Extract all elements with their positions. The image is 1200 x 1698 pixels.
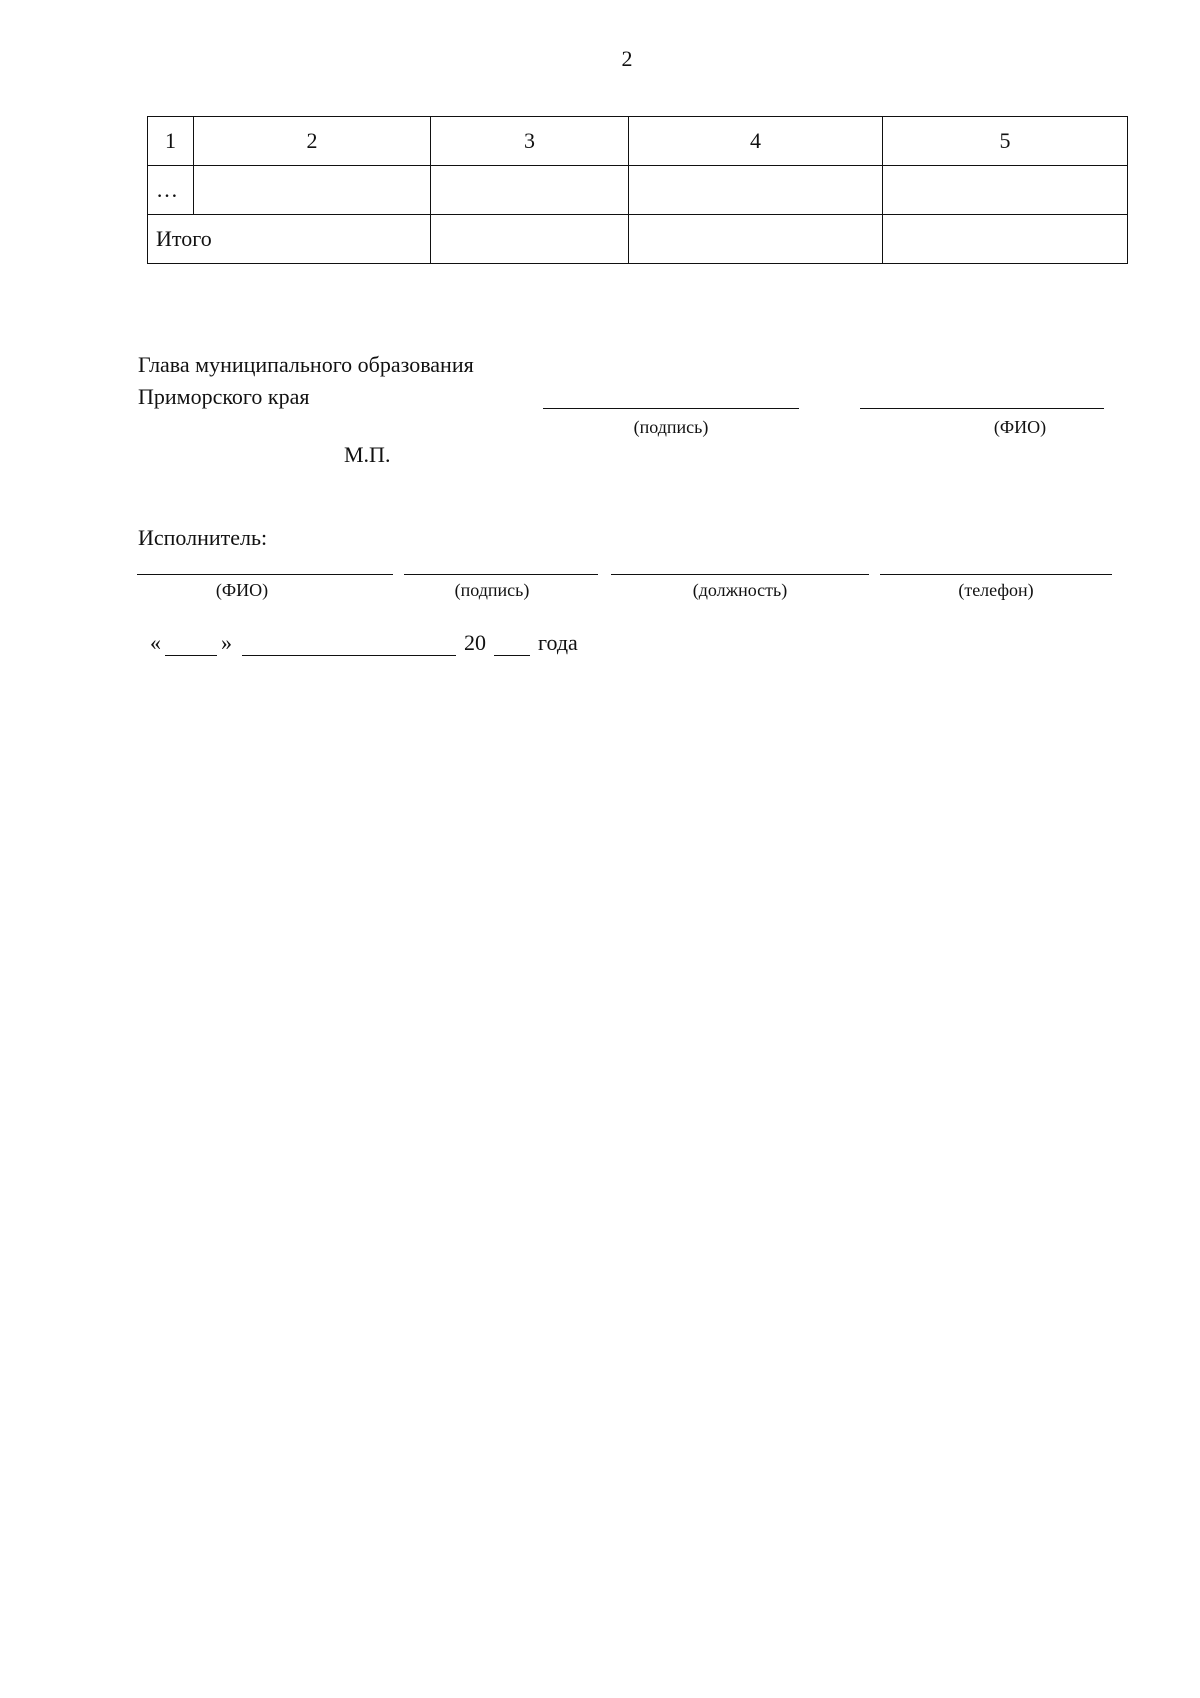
stamp-placeholder: М.П. <box>344 442 391 467</box>
table-total-row <box>148 215 1128 264</box>
table-cell <box>629 166 883 215</box>
table-cell <box>431 215 629 264</box>
table-cell <box>629 215 883 264</box>
data-table <box>147 116 1128 264</box>
date-close-quote: » <box>221 630 232 655</box>
head-title-line2: Приморского края <box>138 384 310 409</box>
executor-label: Исполнитель: <box>138 525 268 550</box>
table-cell-ellipsis: … <box>148 166 194 215</box>
table-cell <box>431 166 629 215</box>
date-month-blank <box>242 633 456 656</box>
head-fio-line <box>860 408 1104 409</box>
date-open-quote: « <box>150 630 161 655</box>
table-header-cell: 2 <box>194 117 431 166</box>
head-signature-line <box>543 408 799 409</box>
executor-fio-line <box>137 574 393 575</box>
executor-phone-line <box>880 574 1112 575</box>
table-cell <box>883 166 1128 215</box>
table-header-cell: 5 <box>883 117 1128 166</box>
date-day-blank <box>165 633 217 656</box>
executor-signature-caption: (подпись) <box>454 580 530 600</box>
date-suffix: года <box>538 630 578 655</box>
date-century: 20 <box>464 630 486 655</box>
head-signature-caption: (подпись) <box>633 417 709 437</box>
head-fio-caption: (ФИО) <box>993 417 1047 437</box>
table-cell <box>883 215 1128 264</box>
page-number: 2 <box>621 46 633 71</box>
executor-phone-caption: (телефон) <box>958 580 1034 600</box>
head-title-line1: Глава муниципального образования <box>138 352 474 377</box>
table-header-row <box>148 117 1128 166</box>
executor-signature-line <box>404 574 598 575</box>
table-total-label: Итого <box>148 215 431 264</box>
table-cell <box>194 166 431 215</box>
table-header-cell: 3 <box>431 117 629 166</box>
table-header-cell: 1 <box>148 117 194 166</box>
table-row <box>148 166 1128 215</box>
date-year-blank <box>494 633 530 656</box>
executor-fio-caption: (ФИО) <box>215 580 269 600</box>
date-line <box>150 630 578 656</box>
table-header-cell: 4 <box>629 117 883 166</box>
executor-position-caption: (должность) <box>692 580 788 600</box>
executor-position-line <box>611 574 869 575</box>
